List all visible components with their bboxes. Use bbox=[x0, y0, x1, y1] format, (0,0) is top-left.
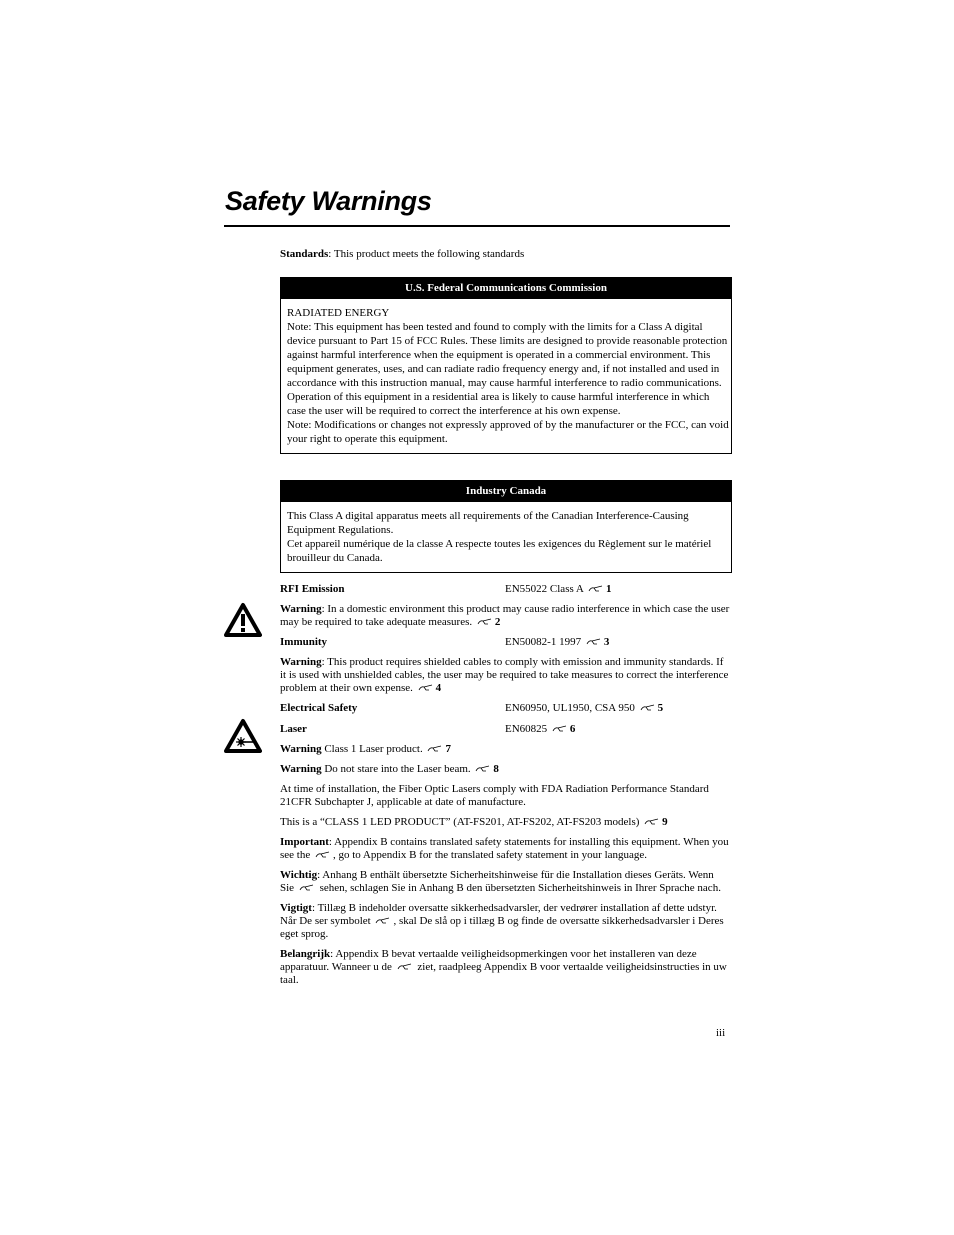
standards-list bbox=[280, 583, 730, 987]
fcc-box bbox=[280, 277, 732, 454]
title-rule bbox=[224, 225, 730, 227]
pointing-hand-icon bbox=[552, 725, 568, 733]
warning-3 bbox=[280, 743, 730, 756]
laser-label: Laser bbox=[280, 723, 307, 735]
warning-4-text: Do not stare into the Laser beam. bbox=[321, 763, 471, 775]
laser-triangle-icon bbox=[224, 718, 262, 754]
class1-note-ref: 9 bbox=[662, 816, 668, 828]
fcc-box-body bbox=[281, 299, 731, 453]
fcc-note-2: Note: Modifications or changes not expressly approved of by the manufacturer or the FCC, can void your right to operate this equipment. bbox=[287, 419, 729, 445]
page-number: iii bbox=[716, 1027, 726, 1039]
warning-1-ref: 2 bbox=[494, 616, 501, 628]
warning-4 bbox=[280, 763, 730, 776]
warning-triangle-icon bbox=[224, 602, 262, 638]
class1-note-text: This is a “CLASS 1 LED PRODUCT” (AT-FS201, AT-FS202, AT-FS203 models) bbox=[280, 816, 640, 828]
important-label: Important bbox=[280, 836, 329, 848]
pointing-hand-icon bbox=[299, 884, 315, 892]
fcc-radiated-energy: RADIATED ENERGY bbox=[287, 307, 390, 319]
electrical-row bbox=[280, 702, 730, 715]
canada-box-body bbox=[281, 502, 731, 572]
warning-2 bbox=[280, 656, 730, 695]
important-note bbox=[280, 836, 730, 862]
pointing-hand-icon bbox=[397, 963, 413, 971]
laser-ref: 6 bbox=[569, 723, 576, 735]
pointing-hand-icon bbox=[375, 917, 391, 925]
warning-2-text: : This product requires shielded cables to comply with emission and immunity standards. If it is used with unshielded cables, the user may be required to take measures to correct the interference problem at their own expense. bbox=[280, 656, 729, 694]
standards-text: : This product meets the following standards bbox=[328, 248, 525, 260]
canada-box-header: Industry Canada bbox=[281, 481, 731, 502]
pointing-hand-icon bbox=[640, 704, 656, 712]
vigtigt-text-a: : Tillæg B indeholder oversatte sikkerhedsadvarsler, der vedrører installation af dette udstyr. Når De ser symbolet bbox=[280, 902, 717, 927]
immunity-label: Immunity bbox=[280, 636, 328, 648]
pointing-hand-icon bbox=[477, 618, 493, 626]
rfi-ref: 1 bbox=[605, 583, 612, 595]
canada-english: This Class A digital apparatus meets all requirements of the Canadian Interference-Causing Equipment Regulations. bbox=[287, 510, 689, 536]
warning-1 bbox=[280, 603, 730, 629]
laser-value: EN60825 bbox=[505, 723, 548, 735]
warning-3-label: Warning bbox=[280, 743, 322, 755]
warning-2-ref: 4 bbox=[435, 682, 442, 694]
rfi-label: RFI Emission bbox=[280, 583, 345, 595]
canada-french: Cet appareil numérique de la classe A respecte toutes les exigences du Règlement sur le matériel brouilleur du Canada. bbox=[287, 538, 712, 564]
warning-1-label: Warning bbox=[280, 603, 322, 615]
fcc-note-1: Note: This equipment has been tested and found to comply with the limits for a Class A digital device pursuant to Part 15 of FCC Rules. These limits are designed to provide reasonable protection against harmful interference when the equipment is operated in a commercial environment. This equipment generates, uses, and can radiate radio frequency energy and, if not installed and used in accordance with this instruction manual, may cause harmful interference to radio communications. Operation of this equipment in a residential area is likely to cause harmful interference in which case the user will be required to correct the interference at his own expense. bbox=[287, 321, 728, 417]
wichtig-text-b: sehen, schlagen Sie in Anhang B den übersetzten Sicherheitshinweis in Ihrer Sprache nach. bbox=[316, 882, 721, 894]
vigtigt-note bbox=[280, 902, 730, 941]
standards-label: Standards bbox=[280, 248, 329, 260]
belangrijk-label: Belangrijk bbox=[280, 948, 331, 960]
vigtigt-text-b: , skal De slå op i tillæg B og finde de oversatte sikkerhedsadvarsler i Deres eget sprog. bbox=[280, 915, 724, 940]
pointing-hand-icon bbox=[475, 765, 491, 773]
fiber-note: At time of installation, the Fiber Optic Lasers comply with FDA Radiation Performance Standard 21CFR Subchapter J, applicable at date of manufacture. bbox=[280, 783, 709, 808]
electrical-ref: 5 bbox=[657, 702, 664, 714]
wichtig-note bbox=[280, 869, 730, 895]
laser-row bbox=[280, 723, 730, 736]
warning-3-ref: 7 bbox=[445, 743, 451, 755]
immunity-row bbox=[280, 636, 730, 649]
wichtig-label: Wichtig bbox=[280, 869, 318, 881]
immunity-ref: 3 bbox=[603, 636, 610, 648]
warning-3-text: Class 1 Laser product. bbox=[321, 743, 423, 755]
rfi-value: EN55022 Class A bbox=[505, 583, 584, 595]
belangrijk-note bbox=[280, 948, 730, 987]
wichtig-text-a: : Anhang B enthält übersetzte Sicherheitshinweise für die Installation dieses Geräts. Wenn Sie bbox=[280, 869, 714, 894]
pointing-hand-icon bbox=[586, 638, 602, 646]
pointing-hand-icon bbox=[315, 851, 331, 859]
standards-intro bbox=[280, 248, 730, 261]
canada-box bbox=[280, 480, 732, 573]
immunity-value: EN50082-1 1997 bbox=[505, 636, 582, 648]
laser-value-group bbox=[505, 723, 575, 736]
page-title: Safety Warnings bbox=[225, 186, 432, 216]
warning-4-ref: 8 bbox=[493, 763, 499, 775]
pointing-hand-icon bbox=[427, 745, 443, 753]
vigtigt-label: Vigtigt bbox=[280, 902, 312, 914]
immunity-value-group bbox=[505, 636, 609, 649]
rfi-value-group bbox=[505, 583, 611, 596]
pointing-hand-icon bbox=[644, 818, 660, 826]
electrical-value: EN60950, UL1950, CSA 950 bbox=[505, 702, 635, 714]
fcc-box-header: U.S. Federal Communications Commission bbox=[281, 278, 731, 299]
rfi-row bbox=[280, 583, 730, 596]
belangrijk-text-b: ziet, raadpleeg Appendix B voor vertaalde veiligheidsinstructies in uw taal. bbox=[280, 961, 727, 986]
electrical-value-group bbox=[505, 702, 663, 715]
pointing-hand-icon bbox=[588, 585, 604, 593]
warning-4-label: Warning bbox=[280, 763, 322, 775]
class1-note bbox=[280, 816, 730, 829]
warning-1-text: : In a domestic environment this product may cause radio interference in which case the user may be required to take adequate measures. bbox=[280, 603, 730, 628]
warning-2-label: Warning bbox=[280, 656, 322, 668]
important-text-a: : Appendix B contains translated safety statements for installing this equipment. When you see the bbox=[280, 836, 729, 861]
important-text-b: , go to Appendix B for the translated safety statement in your language. bbox=[332, 849, 648, 861]
electrical-label: Electrical Safety bbox=[280, 702, 358, 714]
belangrijk-text-a: : Appendix B bevat vertaalde veiligheidsopmerkingen voor het installeren van deze apparatuur. Wanneer u de bbox=[280, 948, 697, 973]
pointing-hand-icon bbox=[418, 684, 434, 692]
